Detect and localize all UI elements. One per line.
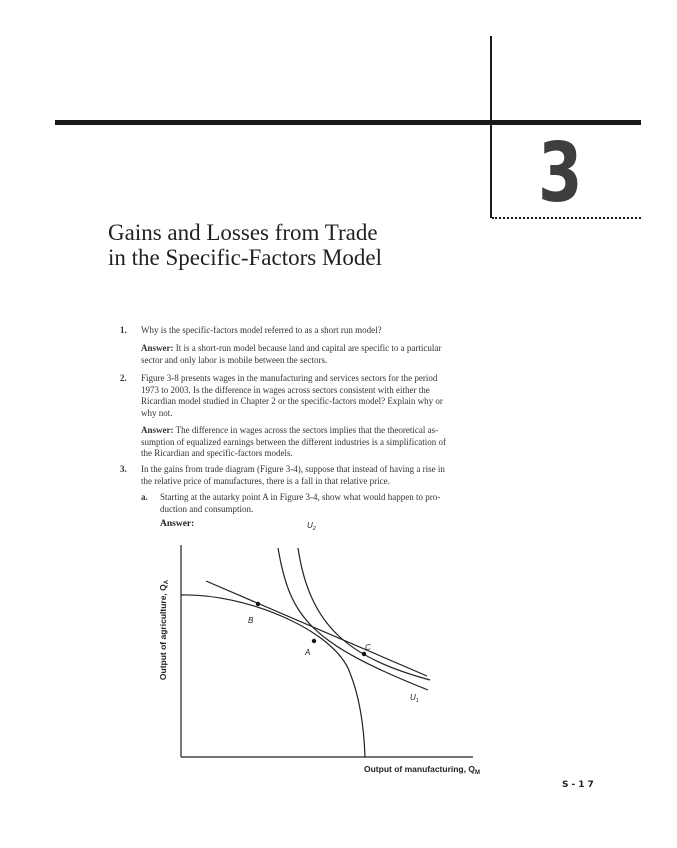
point-c-label: C (365, 643, 371, 652)
sub-question-letter: a. (141, 492, 148, 502)
diagram-answer-label: Answer: (160, 519, 195, 529)
sub-question-line: duction and consumption. (160, 503, 254, 514)
point-a-label: A (305, 648, 311, 657)
price-line (206, 581, 427, 676)
answer-line: sector and only labor is mobile between the sectors. (141, 354, 328, 365)
chapter-title (108, 220, 488, 270)
gains-from-trade-diagram (150, 518, 490, 778)
u1-label (410, 693, 419, 704)
y-axis-label (158, 579, 170, 680)
point-c-marker (362, 652, 366, 656)
header-vertical-rule (490, 36, 492, 218)
question-number: 2. (120, 373, 127, 383)
answer-text (141, 343, 491, 366)
u1-label-text: U (410, 693, 416, 702)
question-line: In the gains from trade diagram (Figure 3-4), suppose that instead of having a rise in (141, 464, 445, 474)
u2-label (307, 521, 316, 532)
answer-line-text: It is a short-run model because land and capital are specific to a particular (173, 343, 442, 353)
indifference-curve-u1 (278, 548, 428, 690)
question-line: Why is the specific-factors model referred to as a short run model? (141, 325, 382, 335)
u2-label-text: U (307, 521, 313, 530)
question-line: the relative price of manufactures, there is a fall in that relative price. (141, 475, 390, 486)
question-line: why not. (141, 407, 173, 418)
sub-question-text (160, 492, 495, 515)
question-number: 3. (120, 464, 127, 474)
question-line: Ricardian model studied in Chapter 2 or the specific-factors model? Explain why or (141, 396, 443, 406)
ppf-curve (181, 595, 365, 757)
answer-line (141, 425, 491, 437)
question-number: 1. (120, 325, 127, 335)
x-axis-label (364, 764, 480, 776)
answer-label: Answer: (141, 425, 174, 435)
answer-line (141, 343, 491, 355)
answer-text (141, 425, 491, 460)
chapter-title-line-2: in the Specific-Factors Model (108, 245, 383, 270)
sub-question-line: Starting at the autarky point A in Figure 3-4, show what would happen to pro- (160, 492, 441, 502)
answer-label: Answer: (141, 343, 174, 353)
chapter-number: 3 (538, 126, 583, 221)
question-text (141, 373, 491, 419)
question-text (141, 325, 491, 337)
answer-line: sumption of equalized earnings between the different industries is a simplification of (141, 436, 447, 447)
answer-line: the Ricardian and specific-factors models. (141, 448, 293, 458)
point-b-marker (256, 602, 260, 606)
answer-line-text: The difference in wages across the sectors implies that the theoretical as- (173, 425, 439, 435)
page-number: S-17 (562, 780, 597, 790)
x-axis-label-sub: M (474, 770, 480, 776)
question-text (141, 464, 491, 487)
u2-label-sub: 2 (312, 526, 316, 532)
x-axis-label-text: Output of manufacturing, Q (364, 764, 475, 774)
point-b-label: B (248, 616, 254, 625)
y-axis-label-sub: A (164, 579, 170, 585)
indifference-curve-u2 (298, 548, 430, 680)
question-line: Figure 3-8 presents wages in the manufacturing and services sectors for the period (141, 373, 438, 383)
chapter-title-line-1: Gains and Losses from Trade (108, 220, 378, 245)
u1-label-sub: 1 (415, 698, 419, 704)
y-axis-label-text: Output of agriculture, Q (158, 584, 168, 681)
question-line: 1973 to 2003. Is the difference in wages across sectors consistent with either the (141, 384, 430, 395)
point-a-marker (312, 639, 316, 643)
